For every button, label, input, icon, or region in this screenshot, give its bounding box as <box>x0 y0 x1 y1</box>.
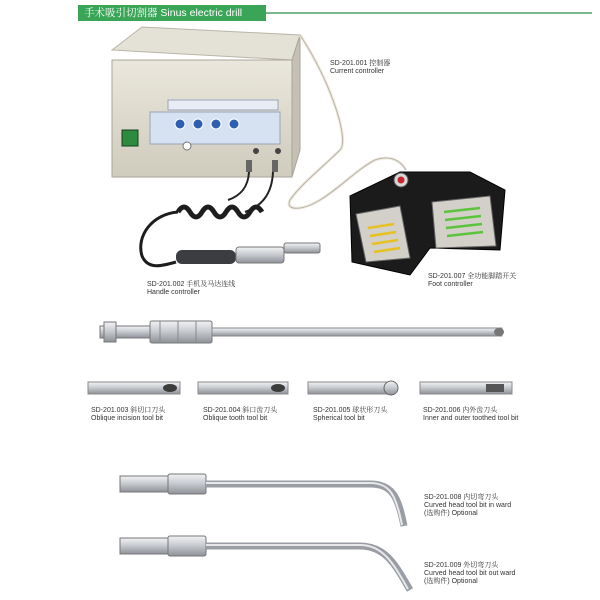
caption-current-controller: SD-201.001 控制器 Current controller <box>330 60 391 75</box>
tool-bit-spherical <box>308 381 398 395</box>
caption-oblique-tooth: SD-201.004 斜口齿刀头 Oblique tooth tool bit <box>203 407 278 422</box>
current-controller <box>112 27 300 177</box>
caption-spherical: SD-201.005 球状形刀头 Spherical tool bit <box>313 407 388 422</box>
tool-bit-inner-outer-toothed <box>420 382 512 394</box>
curved-tool-outward <box>120 536 410 590</box>
curved-tool-inward <box>120 474 404 526</box>
caption-oblique-incision: SD-201.003 斜切口刀头 Oblique incision tool bit <box>91 407 166 422</box>
tool-bit-oblique-incision <box>88 382 180 394</box>
power-switch <box>122 130 138 146</box>
caption-handle-controller: SD-201.002 手机及马达连线 Handle controller <box>147 281 236 296</box>
straight-tool <box>100 321 504 343</box>
foot-controller <box>289 35 505 275</box>
handle-controller <box>141 172 320 266</box>
caption-curved-outward: SD-201.009 外切弯刀头 Curved head tool bit out ward (选购件) Optional <box>424 562 516 585</box>
caption-foot-controller: SD-201.007 全功能脚踏开关 Foot controller <box>428 273 517 288</box>
section-title: 手术吸引切割器 Sinus electric drill <box>84 7 243 19</box>
caption-inner-outer-toothed: SD-201.006 内外齿刀头 Inner and outer toothed tool bit <box>423 407 519 422</box>
caption-curved-inward: SD-201.008 内切弯刀头 Curved head tool bit in ward (选购件) Optional <box>424 494 512 517</box>
tool-bit-oblique-tooth <box>198 382 288 394</box>
